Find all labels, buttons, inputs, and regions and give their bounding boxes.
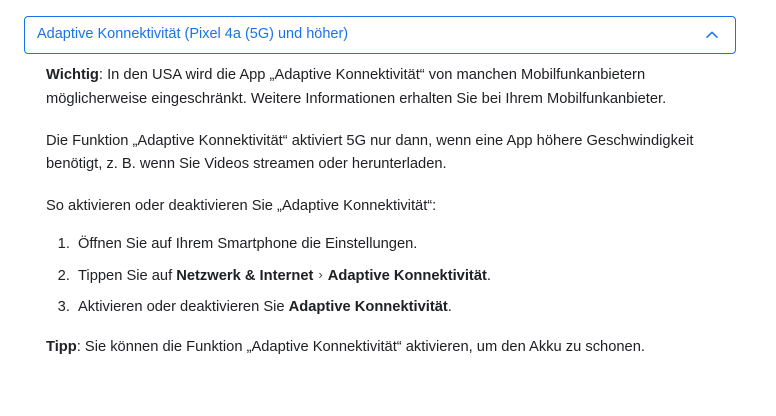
important-text: : In den USA wird die App „Adaptive Konnektivität“ von manchen Mobilfunkanbietern möglicherweise eingeschränkt. Weitere Informationen erhalten Sie bei Ihrem Mobilfunkanbieter. bbox=[46, 67, 667, 107]
tip-label: Tipp bbox=[46, 338, 77, 355]
list-item bbox=[74, 296, 746, 320]
list-item bbox=[74, 233, 746, 257]
list-item bbox=[74, 264, 746, 289]
important-label: Wichtig bbox=[46, 67, 99, 83]
step-text: Aktivieren oder deaktivieren Sie bbox=[78, 298, 289, 315]
step-bold-target-2: Adaptive Konnektivität bbox=[327, 267, 487, 284]
steps-list bbox=[46, 233, 746, 319]
tip-paragraph bbox=[46, 336, 746, 360]
step-bold-target: Adaptive Konnektivität bbox=[288, 298, 448, 315]
instructions-intro: So aktivieren oder deaktivieren Sie „Adaptive Konnektivität“: bbox=[46, 198, 437, 215]
description-paragraph: Die Funktion „Adaptive Konnektivität“ aktiviert 5G nur dann, wenn eine App höhere Geschwindigkeit benötigt, z. B. wenn Sie Videos streamen oder herunterladen. bbox=[46, 132, 694, 173]
step-suffix: . bbox=[486, 267, 491, 284]
step-text: Tippen Sie auf bbox=[78, 267, 177, 284]
chevron-up-icon[interactable] bbox=[703, 26, 721, 44]
accordion-header-adaptive-connectivity[interactable] bbox=[24, 16, 736, 54]
step-suffix: . bbox=[447, 298, 452, 315]
tip-text: : Sie können die Funktion „Adaptive Konnektivität“ aktivieren, um den Akku zu schonen. bbox=[76, 338, 645, 355]
important-paragraph bbox=[46, 64, 746, 112]
accordion-title: Adaptive Konnektivität (Pixel 4a (5G) und höher) bbox=[37, 26, 349, 43]
step-text: Öffnen Sie auf Ihrem Smartphone die Einstellungen. bbox=[78, 236, 418, 253]
step-bold-target: Netzwerk & Internet bbox=[176, 267, 314, 284]
chevron-right-separator: › bbox=[318, 266, 323, 282]
accordion-body bbox=[46, 64, 746, 377]
